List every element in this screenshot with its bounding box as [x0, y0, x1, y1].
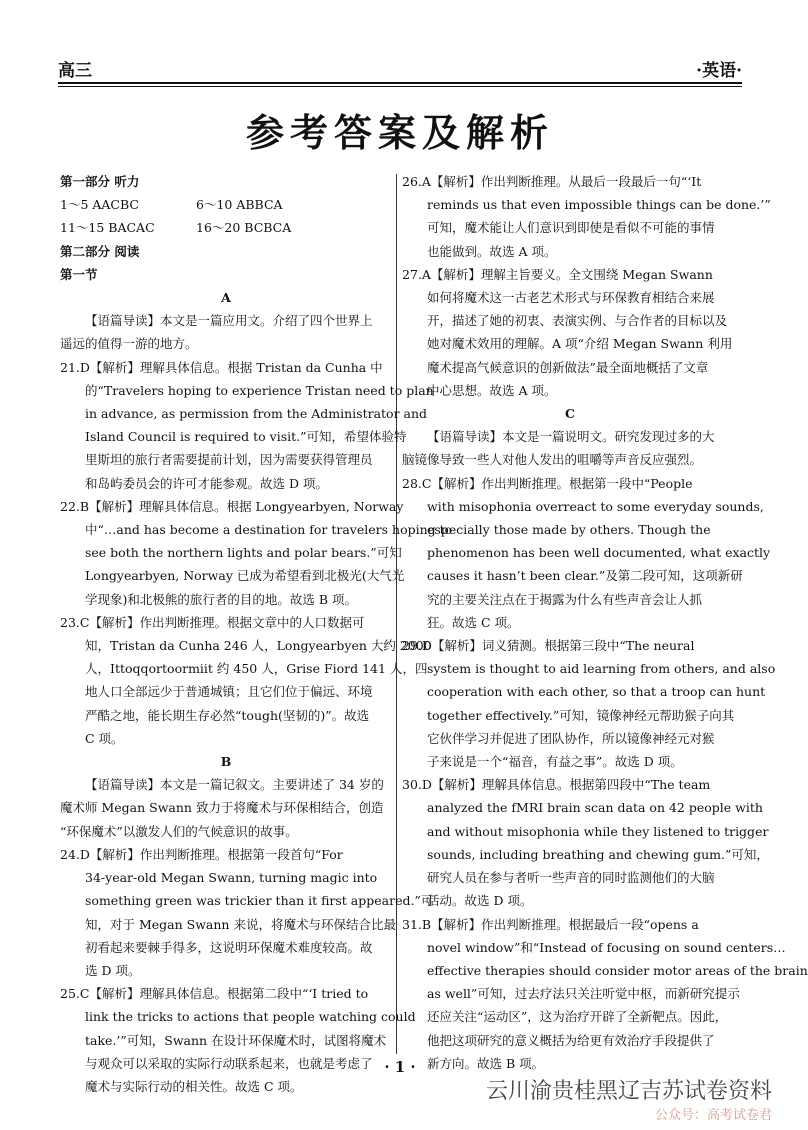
- passage-label-b: B: [220, 754, 232, 770]
- text-line: 【语篇导读】本文是一篇说明文。研究发现过多的大: [427, 429, 715, 445]
- text-line: C 项。: [85, 730, 124, 746]
- text-line: 如何将魔术这一古老艺术形式与环保教育相结合来展: [427, 290, 715, 306]
- page-title: 参考答案及解析: [245, 111, 554, 155]
- text-line: 她对魔术效用的理解。A 项“介绍 Megan Swann 利用: [427, 336, 733, 352]
- text-line: 22.B【解析】理解具体信息。根据 Longyearbyen, Norway: [60, 498, 404, 514]
- text-line: 活动。故选 D 项。: [427, 893, 533, 909]
- text-line: link the tricks to actions that people watching could: [85, 1009, 416, 1025]
- text-line: take.’”可知，Swann 在设计环保魔术时，试图将魔术: [85, 1032, 387, 1048]
- text-line: 知，Tristan da Cunha 246 人，Longyearbyen 大约 2000: [85, 638, 432, 654]
- text-line: system is thought to aid learning from others, and also: [427, 661, 776, 677]
- text-line: 27.A【解析】理解主旨要义。全文围绕 Megan Swann: [402, 266, 713, 282]
- section-heading-reading: 第二部分 阅读: [60, 243, 140, 259]
- page-header: [58, 56, 742, 82]
- header-rule: [58, 82, 742, 84]
- text-line: something green was trickier than it first appeared.”可: [85, 893, 434, 909]
- text-line: 中心思想。故选 A 项。: [427, 382, 557, 398]
- right-column: [402, 170, 808, 1075]
- text-line: 地人口全部远少于普通城镇；且它们位于偏远、环境: [85, 684, 373, 700]
- answer-group: 1～5 AACBC: [60, 197, 139, 213]
- text-line: 也能做到。故选 A 项。: [427, 243, 557, 259]
- text-line: 30.D【解析】理解具体信息。根据第四段中“The team: [402, 777, 711, 793]
- text-line: 选 D 项。: [85, 962, 141, 978]
- text-line: 学现象)和北极熊的旅行者的目的地。故选 B 项。: [85, 591, 358, 607]
- text-line: 研究人员在参与者听一些声音的同时监测他们的大脑: [427, 870, 715, 886]
- text-line: 子来说是一个“福音，有益之事”。故选 D 项。: [427, 754, 683, 770]
- text-line: 26.A【解析】作出判断推理。从最后一段最后一句“‘It: [402, 174, 702, 189]
- text-line: 究的主要关注点在于揭露为什么有些声音会让人抓: [427, 591, 703, 607]
- text-line: together effectively.”可知，镜像神经元帮助猴子向其: [427, 707, 735, 723]
- text-line: 魔术师 Megan Swann 致力于将魔术与环保相结合，创造: [60, 800, 384, 816]
- text-line: 中“…and has become a destination for travelers hoping to: [85, 522, 453, 538]
- text-line: 28.C【解析】作出判断推理。根据第一段中“People: [402, 475, 693, 491]
- text-line: 31.B【解析】作出判断推理。根据最后一段“opens a: [402, 916, 699, 932]
- answer-group: 16～20 BCBCA: [196, 220, 292, 236]
- answer-group: 11～15 BACAC: [60, 220, 155, 236]
- text-line: 里斯坦的旅行者需要提前计划，因为需要获得管理员: [85, 452, 373, 468]
- watermark-main: 云川渝贵桂黑辽吉苏试卷资料: [485, 1079, 772, 1104]
- column-divider: [396, 174, 397, 1054]
- subject-label: ·英语·: [696, 61, 742, 81]
- subsection-heading: 第一节: [60, 266, 98, 282]
- text-line: 24.D【解析】作出判断推理。根据第一段首句“For: [60, 846, 343, 862]
- text-line: 魔术提高气候意识的创新做法”最全面地概括了文章: [427, 359, 709, 375]
- text-line: 还应关注“运动区”，这为治疗开辟了全新靶点。因此，: [427, 1009, 728, 1025]
- text-line: 开，描述了她的初衷、表演实例、与合作者的目标以及: [427, 313, 728, 329]
- text-line: especially those made by others. Though the: [427, 522, 711, 538]
- text-line: 23.C【解析】作出判断推理。根据文章中的人口数据可: [60, 614, 365, 630]
- section-heading-listening: 第一部分 听力: [60, 174, 140, 189]
- text-line: 25.C【解析】理解具体信息。根据第二段中“‘I tried to: [60, 986, 369, 1002]
- text-line: 可知，魔术能让人们意识到即使是看似不可能的事情: [427, 220, 715, 236]
- text-line: 29.D【解析】词义猜测。根据第三段中“The neural: [402, 638, 695, 654]
- text-line: phenomenon has been well documented, what exactly: [427, 545, 771, 561]
- text-line: 21.D【解析】理解具体信息。根据 Tristan da Cunha 中: [60, 359, 383, 375]
- text-line: in advance, as permission from the Administrator and: [85, 406, 428, 422]
- grade-label: 高三: [58, 61, 92, 81]
- text-line: cooperation with each other, so that a troop can hunt: [427, 684, 766, 700]
- passage-label-c: C: [565, 406, 575, 422]
- text-line: Longyearbyen, Norway 已成为希望看到北极光(大气光: [85, 568, 405, 584]
- answer-row: [60, 193, 392, 216]
- text-line: 他把这项研究的意义概括为给更有效治疗手段提供了: [427, 1032, 715, 1048]
- text-line: 初看起来要棘手得多，这说明环保魔术难度较高。故: [85, 939, 373, 955]
- left-column: [60, 170, 453, 1098]
- text-line: “环保魔术”以激发人们的气候意识的故事。: [60, 823, 298, 839]
- text-line: reminds us that even impossible things can be done.’”: [427, 197, 771, 213]
- text-line: effective therapies should consider motor areas of the brain: [427, 962, 808, 978]
- text-line: 脑镜像导致一些人对他人发出的咀嚼等声音反应强烈。: [402, 452, 703, 468]
- text-line: 与观众可以采取的实际行动联系起来，也就是考虑了: [85, 1055, 373, 1071]
- text-line: 严酷之地，能长期生存必然“tough(坚韧的)”。故选: [85, 707, 370, 723]
- text-line: as well”可知，过去疗法只关注听觉中枢，而新研究提示: [427, 986, 740, 1002]
- text-line: 它伙伴学习并促进了团队协作，所以镜像神经元对猴: [427, 730, 715, 746]
- text-line: and without misophonia while they listened to trigger: [427, 823, 769, 839]
- text-line: 34-year-old Megan Swann, turning magic into: [85, 870, 378, 886]
- text-line: analyzed the fMRI brain scan data on 42 people with: [427, 800, 763, 816]
- watermark-sub: 公众号：高考试卷君: [654, 1108, 772, 1123]
- text-line: see both the northern lights and polar bears.”可知: [85, 545, 402, 561]
- passage-label-a: A: [221, 290, 231, 306]
- text-line: 魔术与实际行动的相关性。故选 C 项。: [85, 1078, 303, 1094]
- text-line: sounds, including breathing and chewing gum.”可知，: [427, 846, 769, 862]
- text-line: 【语篇导读】本文是一篇应用文。介绍了四个世界上: [85, 313, 373, 329]
- text-line: 知，对于 Megan Swann 来说，将魔术与环保结合比最: [85, 916, 396, 932]
- text-line: 【语篇导读】本文是一篇记叙文。主要讲述了 34 岁的: [85, 777, 384, 793]
- text-line: 新方向。故选 B 项。: [427, 1055, 545, 1071]
- answer-group: 6～10 ABBCA: [196, 197, 283, 213]
- page-number: · 1 ·: [384, 1058, 416, 1076]
- header-rule-thin: [58, 86, 742, 87]
- text-line: 的“Travelers hoping to experience Tristan need to plan: [85, 382, 434, 398]
- text-line: novel window”和“Instead of focusing on sound centers…: [427, 939, 786, 955]
- text-line: Island Council is required to visit.”可知，希望体验特: [85, 429, 407, 445]
- text-line: causes it hasn’t been clear.”及第二段可知，这项新研: [427, 568, 743, 584]
- text-line: with misophonia overreact to some everyday sounds,: [427, 498, 764, 514]
- answer-row: [60, 216, 392, 239]
- text-line: 遥远的值得一游的地方。: [60, 336, 198, 352]
- text-line: 和岛屿委员会的许可才能参观。故选 D 项。: [85, 475, 328, 491]
- text-line: 狂。故选 C 项。: [427, 614, 520, 630]
- text-line: 人，Ittoqqortoormiit 约 450 人，Grise Fiord 141 人，四: [85, 661, 428, 677]
